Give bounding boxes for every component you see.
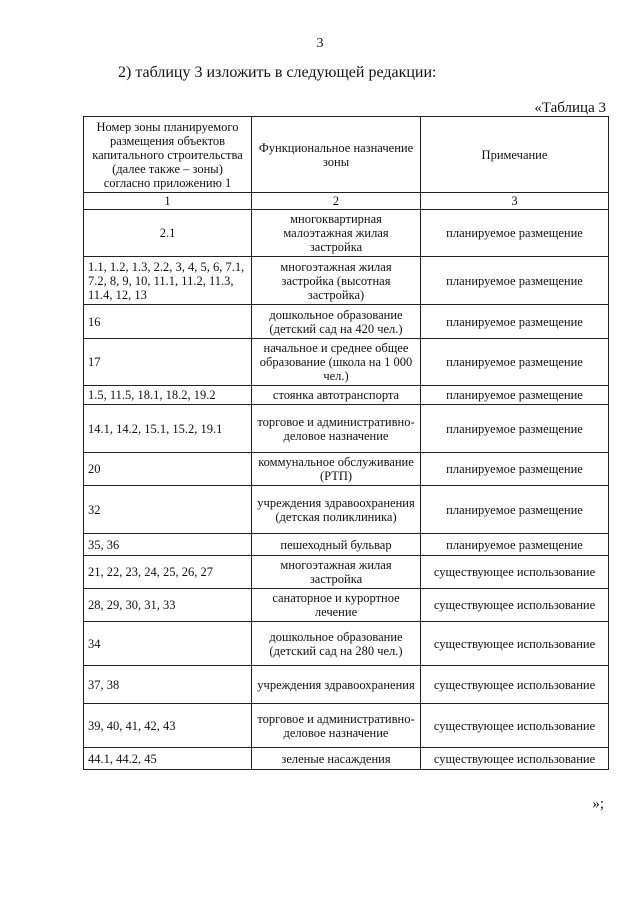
zone-cell: 16 [84,305,252,339]
table-row [84,339,609,386]
column-number: 2 [252,193,421,210]
zones-table [83,116,609,770]
zone-cell: 37, 38 [84,666,252,704]
column-number: 3 [421,193,609,210]
function-cell: пешеходный бульвар [252,534,421,556]
function-cell: санаторное и курортное лечение [252,589,421,622]
table-row [84,486,609,534]
zone-cell: 32 [84,486,252,534]
table-row [84,386,609,405]
note-cell: существующее использование [421,622,609,666]
note-cell: существующее использование [421,556,609,589]
table-row [84,305,609,339]
header-note: Примечание [421,117,609,193]
closing-quote: »; [592,796,604,812]
amendment-intro: 2) таблицу 3 изложить в следующей редакции: [118,64,437,81]
table-row [84,257,609,305]
note-cell: планируемое размещение [421,405,609,453]
note-cell: планируемое размещение [421,257,609,305]
zone-cell: 35, 36 [84,534,252,556]
note-cell: существующее использование [421,589,609,622]
function-cell: торговое и административно-деловое назначение [252,704,421,748]
table-row [84,405,609,453]
table-row [84,748,609,770]
table-row [84,534,609,556]
table-row [84,622,609,666]
function-cell: начальное и среднее общее образование (школа на 1 000 чел.) [252,339,421,386]
table-caption: «Таблица 3 [534,100,606,116]
table-row [84,704,609,748]
function-cell: зеленые насаждения [252,748,421,770]
zone-cell: 21, 22, 23, 24, 25, 26, 27 [84,556,252,589]
page-number: 3 [316,36,324,51]
table-row [84,589,609,622]
column-number: 1 [84,193,252,210]
zone-cell: 1.1, 1.2, 1.3, 2.2, 3, 4, 5, 6, 7.1, 7.2, 8, 9, 10, 11.1, 11.2, 11.3, 11.4, 12, 13 [84,257,252,305]
table-row [84,666,609,704]
note-cell: существующее использование [421,666,609,704]
zone-cell: 44.1, 44.2, 45 [84,748,252,770]
zone-cell: 20 [84,453,252,486]
table-row [84,453,609,486]
header-zone-number: Номер зоны планируемого размещения объектов капитального строительства (далее также – зоны) согласно приложению 1 [84,117,252,193]
zone-cell: 14.1, 14.2, 15.1, 15.2, 19.1 [84,405,252,453]
zone-cell: 28, 29, 30, 31, 33 [84,589,252,622]
zone-cell: 17 [84,339,252,386]
note-cell: планируемое размещение [421,534,609,556]
header-function: Функциональное назначение зоны [252,117,421,193]
function-cell: стоянка автотранспорта [252,386,421,405]
note-cell: планируемое размещение [421,305,609,339]
function-cell: многоквартирная малоэтажная жилая застройка [252,210,421,257]
function-cell: дошкольное образование (детский сад на 280 чел.) [252,622,421,666]
zone-cell: 2.1 [84,210,252,257]
function-cell: многоэтажная жилая застройка [252,556,421,589]
note-cell: планируемое размещение [421,453,609,486]
note-cell: планируемое размещение [421,486,609,534]
table-row [84,210,609,257]
function-cell: учреждения здравоохранения [252,666,421,704]
zone-cell: 34 [84,622,252,666]
function-cell: многоэтажная жилая застройка (высотная застройка) [252,257,421,305]
note-cell: существующее использование [421,748,609,770]
zone-cell: 39, 40, 41, 42, 43 [84,704,252,748]
header-row [84,117,609,193]
note-cell: планируемое размещение [421,210,609,257]
function-cell: дошкольное образование (детский сад на 420 чел.) [252,305,421,339]
function-cell: коммунальное обслуживание (РТП) [252,453,421,486]
function-cell: учреждения здравоохранения (детская поликлиника) [252,486,421,534]
note-cell: планируемое размещение [421,339,609,386]
note-cell: существующее использование [421,704,609,748]
note-cell: планируемое размещение [421,386,609,405]
function-cell: торговое и административно-деловое назначение [252,405,421,453]
table-row [84,556,609,589]
zone-cell: 1.5, 11.5, 18.1, 18.2, 19.2 [84,386,252,405]
column-number-row [84,193,609,210]
